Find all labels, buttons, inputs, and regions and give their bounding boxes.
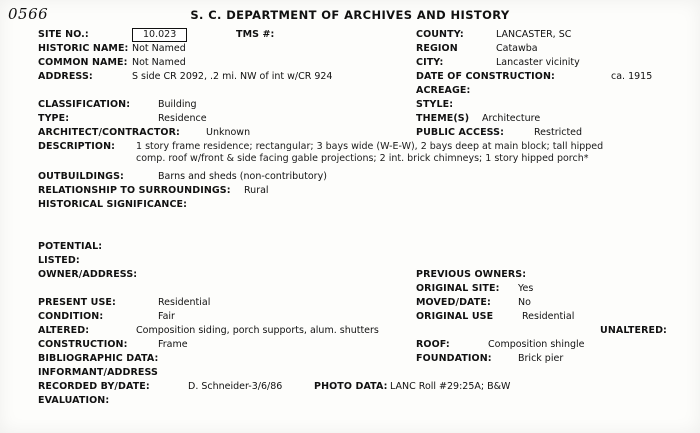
description-line-1: 1 story frame residence; rectangular; 3 bays wide (W-E-W), 2 bays deep at main block; tall hipped <box>136 141 604 152</box>
row-condition <box>38 312 688 326</box>
original-use-value[interactable]: Residential <box>522 311 575 322</box>
bibliographic-label: BIBLIOGRAPHIC DATA: <box>38 353 159 364</box>
architect-contractor-label: ARCHITECT/CONTRACTOR: <box>38 127 180 138</box>
row-bibliographic <box>38 354 688 368</box>
altered-value[interactable]: Composition siding, porch supports, alum. shutters <box>136 325 379 336</box>
photo-data-label: PHOTO DATA: <box>314 381 388 392</box>
roof-value[interactable]: Composition shingle <box>488 339 585 350</box>
theme-label: THEME(S) <box>416 113 470 124</box>
row-description <box>38 142 688 168</box>
foundation-value[interactable]: Brick pier <box>518 353 564 364</box>
style-label: STYLE: <box>416 99 454 110</box>
city-label: CITY: <box>416 57 444 68</box>
site-no-label: SITE NO.: <box>38 29 89 40</box>
condition-value[interactable]: Fair <box>158 311 175 322</box>
informant-label: INFORMANT/ADDRESS <box>38 367 158 378</box>
moved-date-label: MOVED/DATE: <box>416 297 491 308</box>
recorded-by-label: RECORDED BY/DATE: <box>38 381 150 392</box>
row-historical-significance <box>38 200 688 214</box>
listed-label: LISTED: <box>38 255 80 266</box>
acreage-label: ACREAGE: <box>416 85 471 96</box>
county-label: COUNTY: <box>416 29 464 40</box>
row-construction <box>38 340 688 354</box>
date-of-construction-value[interactable]: ca. 1915 <box>611 71 653 82</box>
row-original-site <box>38 284 688 298</box>
common-name-value[interactable]: Not Named <box>132 57 186 68</box>
present-use-value[interactable]: Residential <box>158 297 211 308</box>
description-label: DESCRIPTION: <box>38 141 116 152</box>
photo-data-value[interactable]: LANC Roll #29:25A; B&W <box>390 381 511 392</box>
accession-number: 0566 <box>8 5 49 23</box>
classification-label: CLASSIFICATION: <box>38 99 131 110</box>
potential-label: POTENTIAL: <box>38 241 103 252</box>
description-value[interactable] <box>136 142 696 163</box>
condition-label: CONDITION: <box>38 311 104 322</box>
row-historic-name <box>38 44 688 58</box>
historic-name-value[interactable]: Not Named <box>132 43 186 54</box>
outbuildings-value[interactable]: Barns and sheds (non-contributory) <box>158 171 327 182</box>
type-value[interactable]: Residence <box>158 113 207 124</box>
row-type <box>38 114 688 128</box>
form-body <box>38 30 688 410</box>
recorded-by-value[interactable]: D. Schneider-3/6/86 <box>188 381 283 392</box>
outbuildings-label: OUTBUILDINGS: <box>38 171 124 182</box>
altered-label: ALTERED: <box>38 325 90 336</box>
row-listed <box>38 256 688 270</box>
row-altered <box>38 326 688 340</box>
page-title: S. C. DEPARTMENT OF ARCHIVES AND HISTORY <box>190 8 510 22</box>
county-value[interactable]: LANCASTER, SC <box>496 29 572 40</box>
site-no-value[interactable]: 10.023 <box>132 28 187 42</box>
public-access-label: PUBLIC ACCESS: <box>416 127 505 138</box>
public-access-value[interactable]: Restricted <box>534 127 583 138</box>
original-use-label: ORIGINAL USE <box>416 311 494 322</box>
region-value[interactable]: Catawba <box>496 43 538 54</box>
row-owner-address <box>38 270 688 284</box>
classification-value[interactable]: Building <box>158 99 197 110</box>
relationship-label: RELATIONSHIP TO SURROUNDINGS: <box>38 185 231 196</box>
row-relationship <box>38 186 688 200</box>
row-acreage <box>38 86 688 100</box>
city-value[interactable]: Lancaster vicinity <box>496 57 580 68</box>
construction-label: CONSTRUCTION: <box>38 339 128 350</box>
common-name-label: COMMON NAME: <box>38 57 128 68</box>
historical-significance-label: HISTORICAL SIGNIFICANCE: <box>38 199 188 210</box>
row-architect <box>38 128 688 142</box>
roof-label: ROOF: <box>416 339 450 350</box>
row-informant <box>38 368 688 382</box>
historic-name-label: HISTORIC NAME: <box>38 43 129 54</box>
row-present-use <box>38 298 688 312</box>
original-site-value[interactable]: Yes <box>518 283 534 294</box>
theme-value[interactable]: Architecture <box>482 113 541 124</box>
row-site-no <box>38 30 688 44</box>
spacer-significance <box>38 214 688 242</box>
previous-owners-label: PREVIOUS OWNERS: <box>416 269 527 280</box>
owner-address-label: OWNER/ADDRESS: <box>38 269 138 280</box>
architect-contractor-value[interactable]: Unknown <box>206 127 251 138</box>
type-label: TYPE: <box>38 113 70 124</box>
original-site-label: ORIGINAL SITE: <box>416 283 500 294</box>
unaltered-label: UNALTERED: <box>600 325 667 336</box>
region-label: REGION <box>416 43 458 54</box>
date-of-construction-label: DATE OF CONSTRUCTION: <box>416 71 555 82</box>
construction-value[interactable]: Frame <box>158 339 188 350</box>
foundation-label: FOUNDATION: <box>416 353 492 364</box>
moved-date-value[interactable]: No <box>518 297 531 308</box>
relationship-value[interactable]: Rural <box>244 185 269 196</box>
row-recorded-by <box>38 382 688 396</box>
row-potential <box>38 242 688 256</box>
evaluation-label: EVALUATION: <box>38 395 110 406</box>
row-evaluation <box>38 396 688 410</box>
row-common-name <box>38 58 688 72</box>
address-value[interactable]: S side CR 2092, .2 mi. NW of int w/CR 924 <box>132 71 333 82</box>
row-outbuildings <box>38 172 688 186</box>
address-label: ADDRESS: <box>38 71 93 82</box>
present-use-label: PRESENT USE: <box>38 297 116 308</box>
tms-label: TMS #: <box>236 29 275 40</box>
row-address <box>38 72 688 86</box>
description-line-2: comp. roof w/front & side facing gable projections; 2 int. brick chimneys; 1 story hipped porch* <box>136 152 589 164</box>
row-classification <box>38 100 688 114</box>
